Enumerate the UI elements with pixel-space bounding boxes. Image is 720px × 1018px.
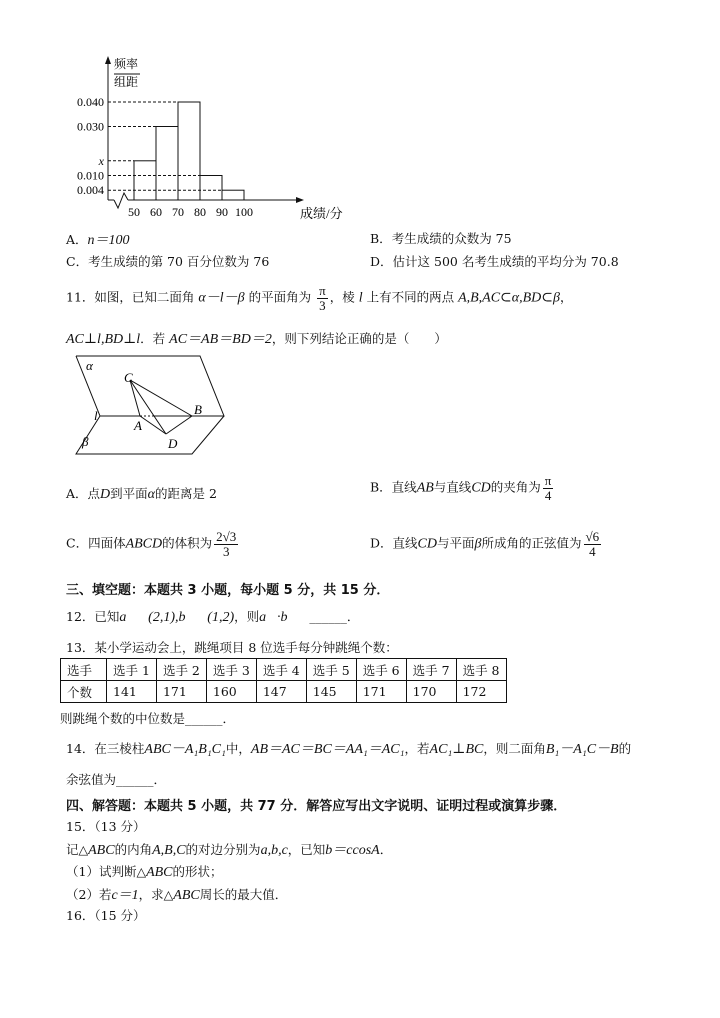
- y-tick-label: x: [98, 153, 104, 168]
- q13-stem: 13．某小学运动会上，跳绳项目 8 位选手每分钟跳绳个数：: [66, 640, 398, 655]
- y-tick-label: 0.030: [77, 119, 104, 134]
- q11-option-c: C．四面体ABCD的体积为 $\frac{2√3}{3}$: [66, 529, 237, 559]
- table-cell: 选手 3: [206, 659, 256, 681]
- label-D: D: [168, 436, 178, 451]
- y-axis-label-top: 频率: [114, 57, 139, 71]
- fraction-pi-3: $\frac{\pi}{3}$: [319, 283, 326, 313]
- table-cell: 160: [206, 681, 256, 703]
- section4-heading: 四、解答题：本题共 5 小题，共 77 分．解答应写出文字说明、证明过程或演算步骤．: [66, 799, 567, 814]
- table-cell: 选手: [61, 659, 107, 681]
- table-cell: 选手 5: [306, 659, 356, 681]
- y-tick-label: 0.010: [77, 168, 104, 183]
- table-cell: 选手 8: [456, 659, 506, 681]
- q13-tail: 则跳绳个数的中位数是______．: [60, 711, 236, 726]
- x-tick-label: 80: [194, 205, 206, 219]
- table-cell: 选手 7: [406, 659, 456, 681]
- q14-stem-line1: 14．在三棱柱ABC－A₁B₁C₁中，AB＝AC＝BC＝AA₁＝AC₁，若AC₁⊥BC，则二面角B₁－A₁C－B的: [66, 741, 632, 757]
- table-cell: 147: [256, 681, 306, 703]
- label-C: C: [124, 370, 133, 385]
- q11-stem-line2: AC⊥l,BD⊥l．若 AC＝AB＝BD＝2，则下列结论正确的是（ ）: [66, 331, 447, 347]
- table-cell: 171: [156, 681, 206, 703]
- fraction-sqrt6-4: $\frac{√6}{4}$: [585, 529, 600, 559]
- q11-option-b: B．直线AB与直线CD的夹角为 $\frac{\pi}{4}$: [370, 473, 552, 503]
- histogram-bar: [222, 190, 244, 200]
- histogram-bar: [178, 102, 200, 200]
- q15-part2: （2）若c＝1，求△ABC周长的最大值．: [66, 887, 288, 903]
- q10-option-a: A．n＝100: [66, 232, 130, 248]
- q15-stem: 记△ABC的内角A,B,C的对边分别为a,b,c，已知b＝ccosA．: [66, 842, 393, 858]
- table-cell: 145: [306, 681, 356, 703]
- q10-option-c: C．考生成绩的第 70 百分位数为 76: [66, 254, 270, 269]
- table-cell: 170: [406, 681, 456, 703]
- y-tick-label: 0.004: [77, 183, 104, 198]
- histogram-bar: [200, 176, 222, 201]
- table-cell: 选手 4: [256, 659, 306, 681]
- x-tick-label: 60: [150, 205, 162, 219]
- table-cell: 选手 2: [156, 659, 206, 681]
- q10-option-d: D．估计这 500 名考生成绩的平均分为 70.8: [370, 254, 619, 269]
- q15-head: 15．（13 分）: [66, 819, 146, 834]
- q12-stem: 12．已知a⃗＝(2,1),b⃗＝(1,2)，则a⃗·b⃗＝______．: [66, 609, 360, 625]
- label-l: l: [94, 408, 98, 423]
- x-tick-label: 100: [235, 205, 253, 219]
- fraction-2sqrt3-3: $\frac{2√3}{3}$: [216, 529, 237, 559]
- q11-option-a: A．点D到平面α的距离是 2: [66, 486, 217, 502]
- label-beta: β: [82, 434, 89, 449]
- table-cell: 172: [456, 681, 506, 703]
- q16-head: 16．（15 分）: [66, 908, 146, 923]
- x-axis-label: 成绩/分: [300, 206, 343, 221]
- table-cell: 171: [356, 681, 406, 703]
- table-cell: 选手 6: [356, 659, 406, 681]
- x-tick-label: 70: [172, 205, 184, 219]
- q10-option-b: B．考生成绩的众数为 75: [370, 231, 512, 246]
- label-A: A: [134, 418, 142, 433]
- table-cell: 141: [107, 681, 157, 703]
- y-axis-label-bottom: 组距: [114, 75, 139, 89]
- table-cell: 个数: [61, 681, 107, 703]
- x-tick-label: 90: [216, 205, 228, 219]
- section3-heading: 三、填空题：本题共 3 小题，每小题 5 分，共 15 分．: [66, 583, 390, 598]
- fraction-pi-4: $\frac{\pi}{4}$: [544, 473, 552, 503]
- label-alpha: α: [86, 358, 93, 373]
- x-tick-label: 50: [128, 205, 140, 219]
- y-tick-label: 0.040: [77, 95, 104, 109]
- table-cell: 选手 1: [107, 659, 157, 681]
- q15-part1: （1）试判断△ABC的形状；: [66, 864, 223, 880]
- q11-option-d: D．直线CD与平面β所成角的正弦值为 $\frac{√6}{4}$: [370, 529, 600, 559]
- histogram-bar: [156, 127, 178, 201]
- frequency-histogram: [60, 52, 350, 227]
- dihedral-angle-figure: [66, 352, 236, 462]
- label-B: B: [194, 402, 202, 417]
- q11-stem-line1: 11．如图，已知二面角 α－l－β 的平面角为 $\frac{\pi}{3}$ ，棱 l 上有不同的两点 A,B,AC⊂α,BD⊂β，: [66, 283, 573, 313]
- jump-rope-table: [60, 658, 507, 703]
- q14-stem-line2: 余弦值为______．: [66, 772, 167, 787]
- histogram-bar: [134, 161, 156, 200]
